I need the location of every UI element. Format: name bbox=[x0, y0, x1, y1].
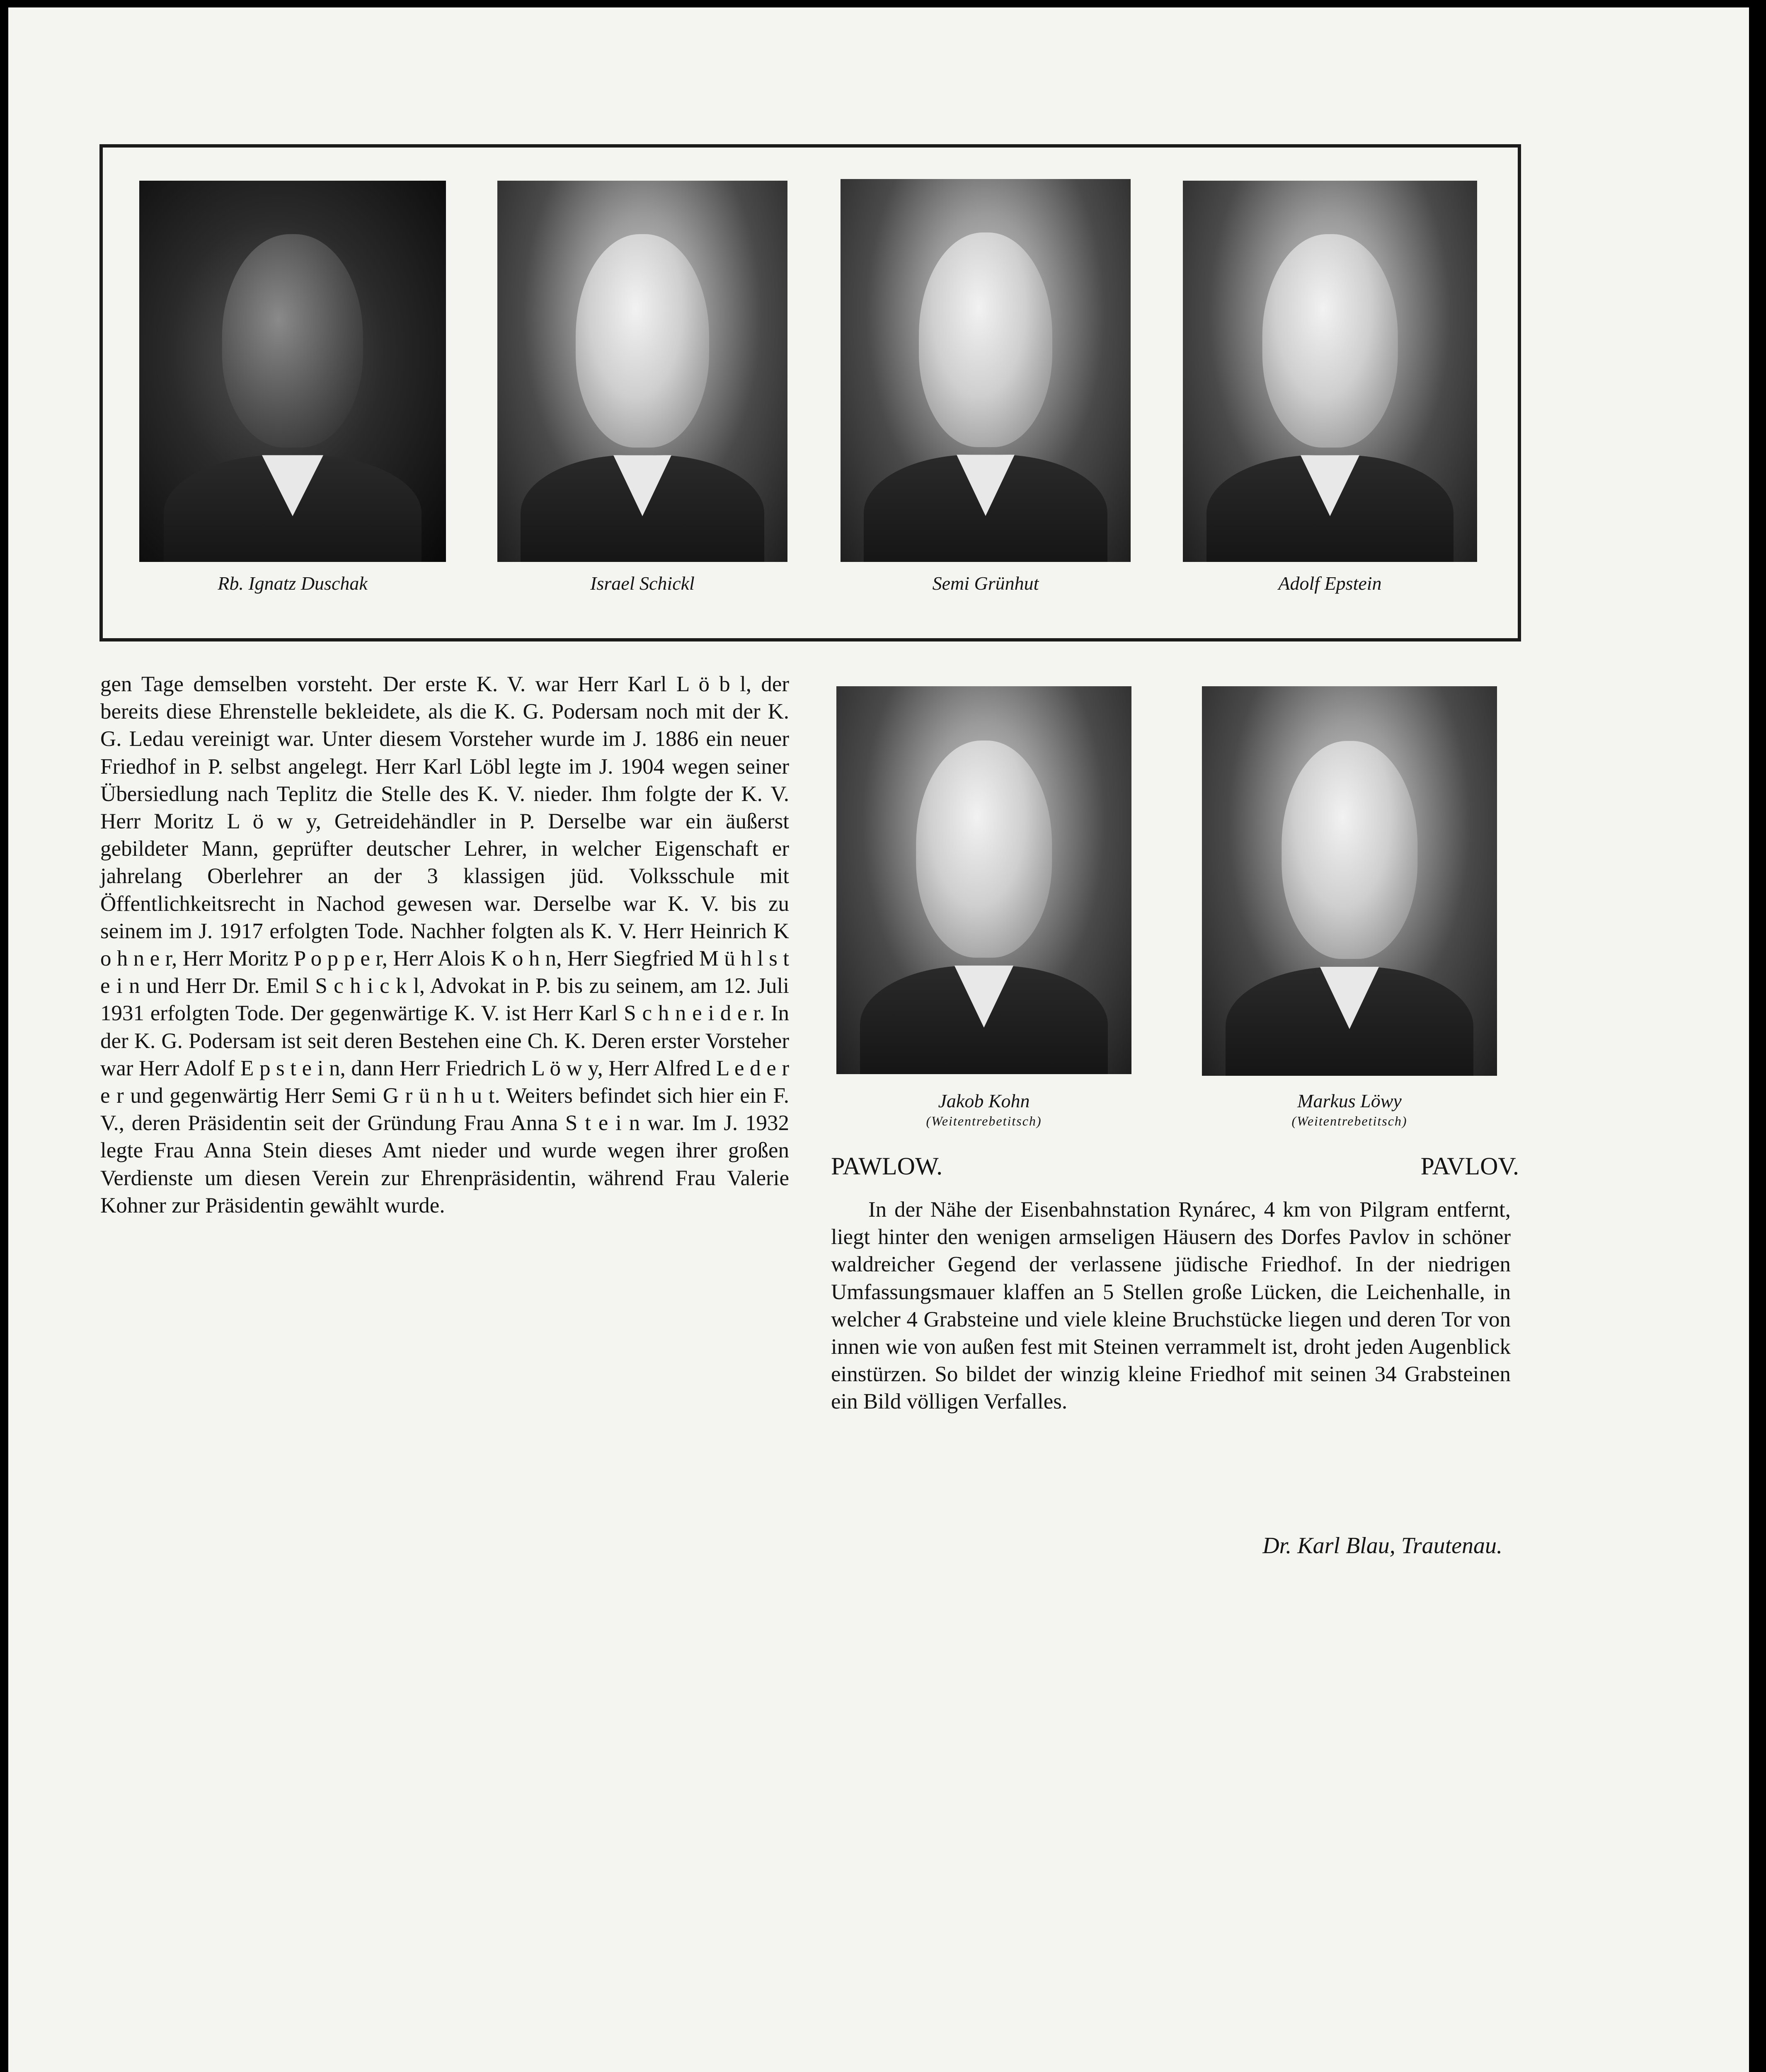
portrait-photo bbox=[1183, 181, 1477, 562]
portrait-caption: Semi Grünhut bbox=[932, 573, 1039, 594]
portrait-photo bbox=[1202, 686, 1497, 1076]
heading-czech: PAVLOV. bbox=[1420, 1152, 1519, 1180]
portrait-caption bbox=[836, 1090, 1131, 1129]
portrait-caption-name: Jakob Kohn bbox=[938, 1090, 1030, 1111]
portrait-photo bbox=[836, 686, 1131, 1074]
right-column-text: In der Nähe der Eisenbahnstation Rynárec, 4 km von Pilgram entfernt, liegt hinter den wenigen armseligen Häusern des Dorfes Pavlov in schöner waldreicher Gegend der verlassene jüdische Friedhof. In der niedrigen Umfassungsmauer klaffen an 5 Stellen große Lücken, die Leichenhalle, in welcher 4 Grabsteine und viele kleine Bruchstücke liegen und deren Tor von innen wie von außen fest mit Steinen verrammelt ist, droht jeden Augenblick einstürzen. So bildet der winzig kleine Friedhof mit seinen 34 Grabsteinen ein Bild völligen Verfalles. bbox=[831, 1198, 1511, 1414]
heading-german: PAWLOW. bbox=[831, 1152, 943, 1180]
portrait-caption: Adolf Epstein bbox=[1278, 573, 1382, 594]
portrait-caption-place: (Weitentrebetitsch) bbox=[1291, 1113, 1407, 1128]
left-column bbox=[100, 670, 789, 1219]
document-page bbox=[8, 7, 1749, 2072]
portrait-caption-place: (Weitentrebetitsch) bbox=[926, 1113, 1042, 1128]
left-column-text: gen Tage demselben vorsteht. Der erste K. V. war Herr Karl L ö b l, der bereits diese Ehrenstelle bekleidete, als die K. G. Podersam noch mit der K. G. Ledau vereinigt war. Unter diesem Vorsteher wurde im J. 1886 ein neuer Friedhof in P. selbst angelegt. Herr Karl Löbl legte im J. 1904 wegen seiner Übersiedlung nach Teplitz die Stelle des K. V. nieder. Ihm folgte der K. V. Herr Moritz L ö w y, Getreidehändler in P. Derselbe war ein äußerst gebildeter Mann, geprüfter deutscher Lehrer, in welcher Eigenschaft er jahrelang Oberlehrer an der 3 klassigen jüd. Volksschule mit Öffentlichkeitsrecht in Nachod gewesen war. Derselbe war K. V. bis zu seinem im J. 1917 erfolgten Tode. Nachher folgten als K. V. Herr Heinrich K o h n e r, Herr Moritz P o p p e r, Herr Alois K o h n, Herr Siegfried M ü h l s t e i n und Herr Dr. Emil S c h i c k l, Advokat in P. bis zu seinem, am 12. Juli 1931 erfolgten Tode. Der gegenwärtige K. V. ist Herr Karl S c h n e i d e r. In der K. G. Podersam ist seit deren Bestehen eine Ch. K. Deren erster Vorsteher war Herr Adolf E p s t e i n, dann Herr Friedrich L ö w y, Herr Alfred L e d e r e r und gegenwärtig Herr Semi G r ü n h u t. Weiters befindet sich hier ein F. V., deren Präsidentin seit der Gründung Frau Anna S t e i n war. Im J. 1932 legte Frau Anna Stein dieses Amt nieder und wurde wegen ihrer großen Verdienste um diesen Verein zur Ehrenpräsidentin, während Frau Valerie Kohner zur Präsidentin gewählt wurde. bbox=[100, 672, 789, 1218]
portrait-caption: Rb. Ignatz Duschak bbox=[218, 573, 368, 594]
author-signature: Dr. Karl Blau, Trautenau. bbox=[1262, 1533, 1502, 1559]
portrait-caption: Israel Schickl bbox=[590, 573, 695, 594]
portrait-photo bbox=[139, 181, 446, 562]
portrait-photo bbox=[497, 181, 787, 562]
section-heading bbox=[831, 1152, 1519, 1181]
portrait-photo bbox=[841, 179, 1131, 562]
portrait-caption-name: Markus Löwy bbox=[1297, 1090, 1402, 1111]
portrait-caption bbox=[1202, 1090, 1497, 1129]
portrait-frame bbox=[99, 144, 1521, 641]
right-column bbox=[831, 1196, 1511, 1416]
